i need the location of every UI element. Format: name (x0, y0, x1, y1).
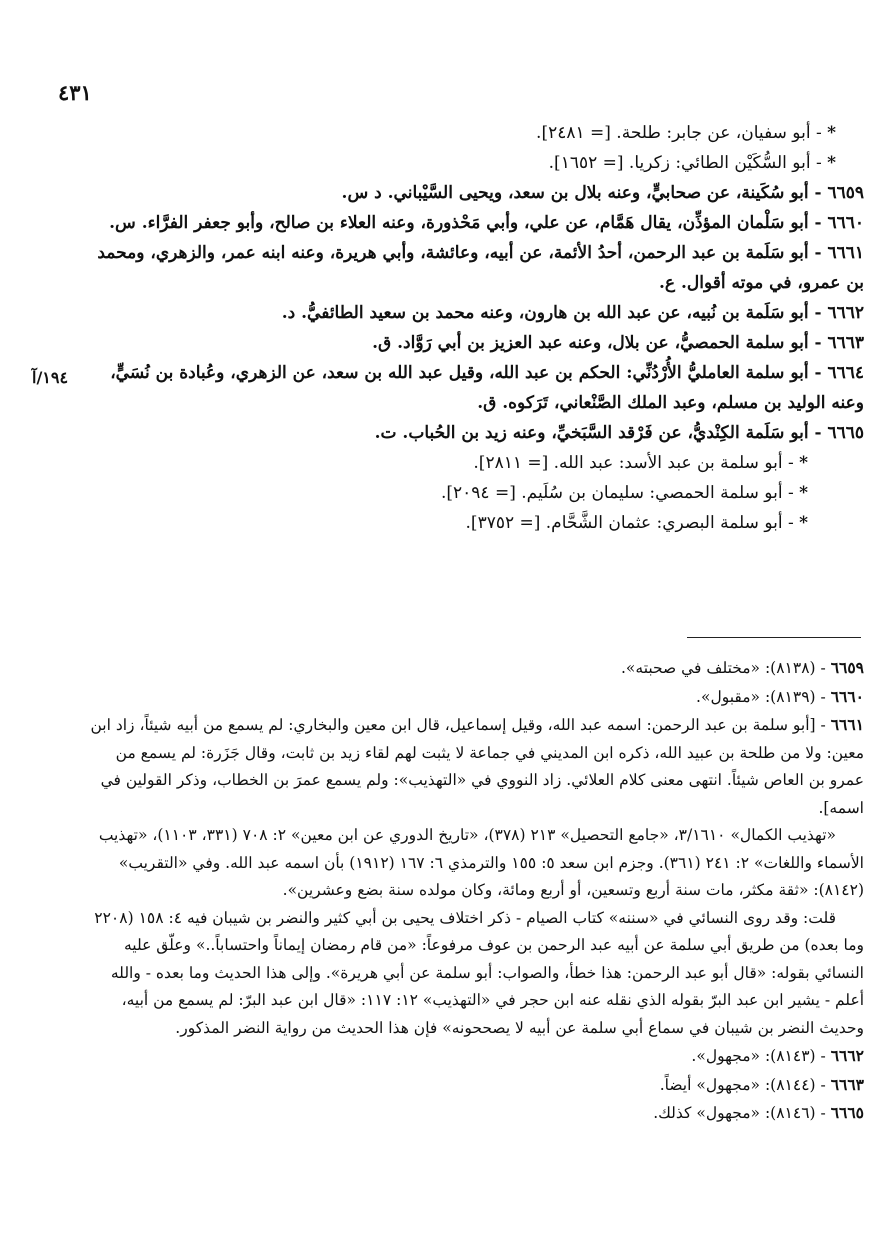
biography-entry (84, 358, 864, 418)
cross-reference (84, 148, 864, 178)
entry-text: - أبو سلمة الحمصيُّ، عن بلال، وعنه عبد العزيز بن أبي رَوَّاد. ق. (372, 333, 828, 353)
biography-entry (84, 298, 864, 328)
biography-entry (84, 418, 864, 448)
footnote-paragraph: «تهذيب الكمال» ٣/١٦١٠، «جامع التحصيل» ٢١٣ (٣٧٨)، «تاريخ الدوري عن ابن معين» ٢: ٧٠٨ (٣٣١، ١١٠٣)، «تهذيب الأسماء واللغات» ٢: ٢٤١ (٣٦١). وجزم ابن سعد ٥: ١٥٥ والترمذي ٦: ١٦٧ (١٩١٢) بأن اسمه عبد الله. وفي «التقريب» (٨١٤٢): «ثقة مكثر، مات سنة أربع وتسعين، أو أربع ومائة، وكان مولده سنة بضع وعشرين». (98, 826, 864, 899)
entry-text: - أبو سَلَمة الكِنْديُّ، عن فَرْقد السَّبَخيِّ، وعنه زيد بن الحُباب. ت. (374, 423, 828, 443)
asterisk-marker: * (827, 153, 836, 173)
footnote-paragraph: قلت: وقد روى النسائي في «سننه» كتاب الصيام - ذكر اختلاف يحيى بن أبي كثير والنضر بن شيبان فيه ٤: ١٥٨ (٢٢٠٨ وما بعده) من طريق أبي سلمة عن أبيه عبد الرحمن بن عوف مرفوعاً: «من قام رمضان إيماناً واحتساباً..» وعلّق عليه النسائي بقوله: «قال أبو عبد الرحمن: هذا خطأ، والصواب: أبو سلمة عن أبي هريرة». وإلى هذا الحديث وما بعده - والله أعلم - يشير ابن عبد البرّ بقوله الذي نقله عنه ابن حجر في «التهذيب» ١٢: ١١٧: «قال ابن عبد البرّ: لم يسمع من أبيه، وحديث النضر بن شيبان في سماع أبي سلمة عن أبيه لا يصححونه» فإن هذا الحديث من رواية النضر المذكور. (94, 908, 864, 1037)
cross-reference (84, 118, 864, 148)
footnote (84, 1042, 864, 1071)
footnote (84, 1099, 864, 1128)
biography-entry (84, 238, 864, 298)
biography-entry (84, 328, 864, 358)
entry-text: - أبو سُكَينة، عن صحابيٍّ، وعنه بلال بن سعد، ويحيى السَّيْباني. د س. (341, 183, 828, 203)
biography-entry (84, 178, 864, 208)
entry-number: ٦٦٦٠ (827, 213, 864, 233)
entry-number: ٦٦٦٤ (827, 363, 864, 383)
footnote (84, 1071, 864, 1100)
entry-number: ٦٦٦٣ (827, 333, 864, 353)
footnote (84, 654, 864, 683)
footnote-number: ٦٦٥٩ (830, 658, 864, 677)
entry-number: ٦٦٦١ (827, 243, 864, 263)
asterisk-marker: * (827, 123, 836, 143)
asterisk-marker: * (799, 453, 808, 473)
footnote-divider (687, 637, 861, 638)
biography-entry (84, 208, 864, 238)
page-number: ٤٣١ (58, 80, 92, 105)
entry-text: - أبو سَلَمة بن عبد الرحمن، أحدُ الأئمة، عن أبيه، وعائشة، وأبي هريرة، وعنه ابنه عمر، والزهري، ومحمد بن عمرو، في موته أقوال. ع. (97, 243, 864, 293)
cross-reference (84, 478, 864, 508)
folio-margin-note: ١٩٤/آ (32, 368, 69, 387)
cross-reference (84, 448, 864, 478)
footnote-text: - [أبو سلمة بن عبد الرحمن: اسمه عبد الله، وقيل إسماعيل، قال ابن معين والبخاري: لم يسمع من أبيه شيئاً، زاد ابن معين: ولا من طلحة بن عبيد الله، ذكره ابن المديني في جماعة لا يثبت لهم لقاء زيد بن ثابت، وقال جَزَرة: لم يسمع من عمرو بن العاص شيئاً. انتهى معنى كلام العلائي. زاد النووي في «التهذيب»: ولم يسمع عمرَ بن الخطاب، وذكر القولين في اسمه]. (90, 716, 864, 817)
entry-text: - أبو سَلْمان المؤذِّن، يقال هَمَّام، عن علي، وأبي مَحْذورة، وعنه العلاء بن صالح، وأبو جعفر الفرَّاء. س. (109, 213, 828, 233)
cross-reference-text: - أبو سلمة البصري: عثمان الشَّحَّام. [= ٣٧٥٢]. (465, 513, 800, 533)
entry-number: ٦٦٦٢ (827, 303, 864, 323)
footnote-number: ٦٦٦٣ (830, 1074, 864, 1094)
footnote (84, 711, 864, 822)
entry-number: ٦٦٦٥ (827, 423, 864, 443)
main-text (84, 118, 864, 538)
footnote-text: - (٨١٤٤): «مجهول» أيضاً. (659, 1075, 831, 1094)
footnote-text: - (٨١٣٩): «مقبول». (696, 687, 831, 706)
cross-reference-text: - أبو سلمة الحمصي: سليمان بن سُلَيم. [= ٢٠٩٤]. (440, 483, 800, 503)
asterisk-marker: * (799, 513, 808, 533)
footnote-text: - (٨١٣٨): «مختلف في صحبته». (620, 659, 831, 677)
entry-text: - أبو سلمة العامليُّ الأُرْدُنِّي: الحكم بن عبد الله، وقيل عبد الله بن سعد، عن الزهري، وعُبادة بن نُسَيٍّ، وعنه الوليد بن مسلم، وعبد الملك الصَّنْعاني، تَرَكوه. ق. (110, 363, 864, 413)
entry-text: - أبو سَلَمة بن نُبيه، عن عبد الله بن هارون، وعنه محمد بن سعيد الطائفيُّ. د. (281, 303, 828, 323)
asterisk-marker: * (799, 483, 808, 503)
footnote-text: - (٨١٤٣): «مجهول». (691, 1047, 831, 1065)
cross-reference-text: - أبو سلمة بن عبد الأسد: عبد الله. [= ٢٨١١]. (473, 453, 800, 473)
cross-reference-text: - أبو السُّكَيْن الطائي: زكريا. [= ١٦٥٢]. (548, 153, 828, 173)
footnote-number: ٦٦٦٢ (830, 1046, 864, 1065)
footnote (84, 683, 864, 712)
footnote-number: ٦٦٦٠ (830, 686, 864, 706)
footnotes (84, 654, 864, 1128)
cross-reference (84, 508, 864, 538)
entry-number: ٦٦٥٩ (827, 183, 864, 203)
footnote-number: ٦٦٦٥ (830, 1103, 864, 1122)
footnote-number: ٦٦٦١ (830, 715, 864, 734)
cross-reference-text: - أبو سفيان، عن جابر: طلحة. [= ٢٤٨١]. (536, 123, 828, 143)
footnote-text: - (٨١٤٦): «مجهول» كذلك. (653, 1104, 831, 1122)
